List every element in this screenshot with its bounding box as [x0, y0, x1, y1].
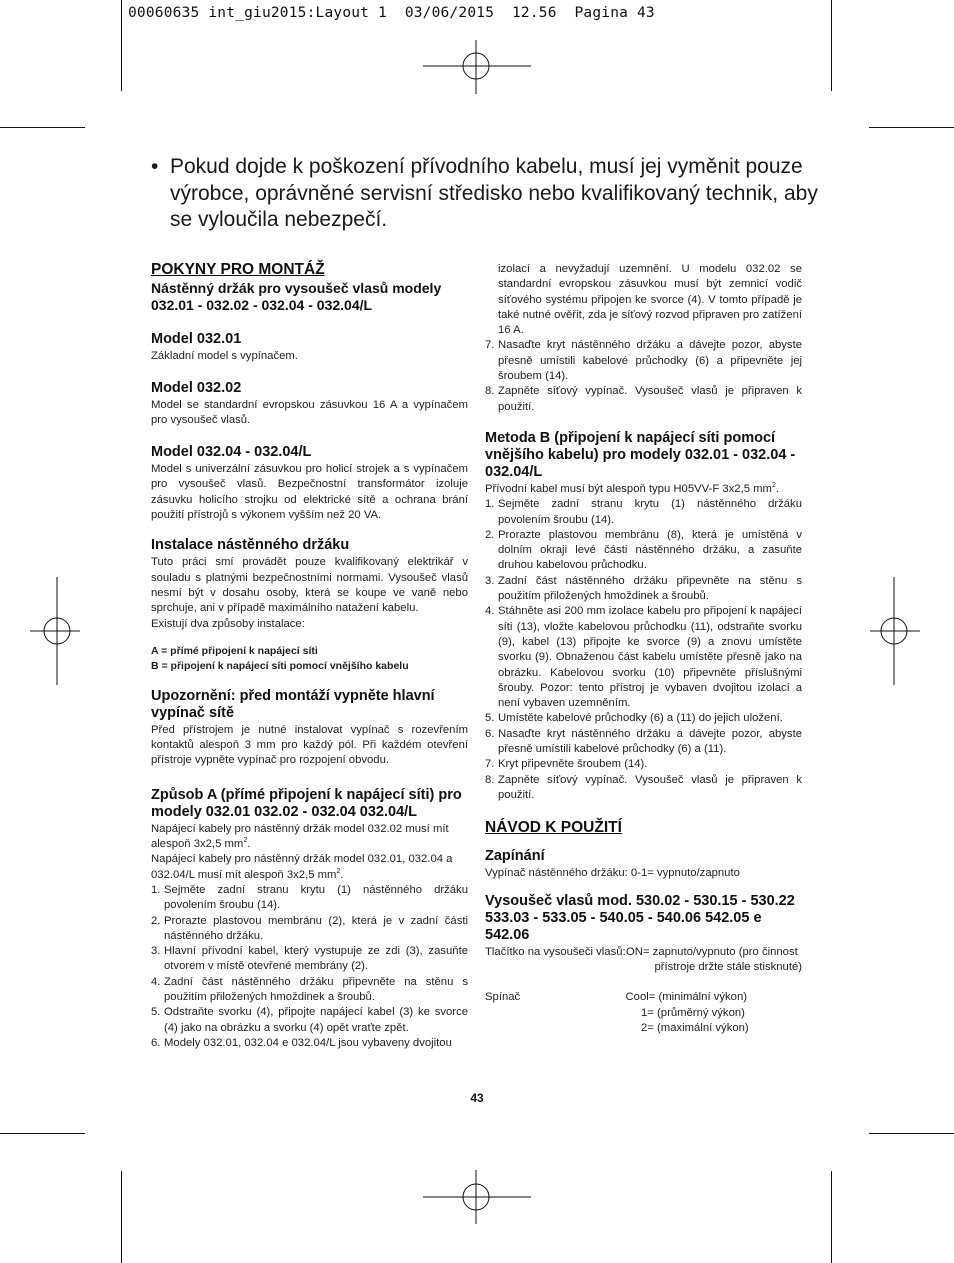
step-text: Hlavní přívodní kabel, který vystupuje ze zdi (3), zasuňte otvorem v místě otevřené membrány (2). [164, 945, 468, 973]
crop-mark [0, 127, 85, 128]
step-item [151, 914, 468, 945]
switch-label: Spínač [485, 991, 521, 1004]
model-032-02-text: Model se standardní evropskou zásuvkou 16 A a vypínačem pro vysoušeč vlasů. [151, 398, 468, 426]
crop-mark [831, 0, 832, 91]
installation-title: Instalace nástěnného držáku [151, 537, 350, 554]
step-item [485, 711, 802, 726]
step-number: 1. [485, 498, 495, 511]
step-text: Nasaďte kryt nástěnného držáku a dávejte pozor, abyste přesně umístili kabelové průchodky (6) a (11). [498, 727, 802, 756]
step-number: 3. [485, 574, 495, 587]
button-value: ON= zapnuto/vypnuto (pro činnost [626, 945, 798, 958]
step-text: Zadní část nástěnného držáku připevněte na stěnu s použitím přiložených hmoždinek a šroubů. [164, 975, 468, 1004]
step-text: Nasaďte kryt nástěnného držáku a dávejte pozor, abyste přesně umístili kabelové průchodky (6) a připevněte jej šroubem (14). [498, 339, 802, 383]
print-slug-header: 00060635 int_giu2015:Layout 1 03/06/2015 12.56 Pagina 43 [128, 5, 655, 21]
section-subtitle: Nástěnný držák pro vysoušeč vlasů modely 032.01 - 032.02 - 032.04 - 032.04/L [151, 280, 442, 314]
step-number: 4. [485, 605, 495, 618]
step-item [485, 757, 802, 772]
step-item [485, 497, 802, 528]
step-text: Kryt připevněte šroubem (14). [498, 758, 648, 771]
method-a-continued-text: izolací a nevyžadují uzemnění. U modelu 032.02 se standardní evropskou zásuvkou musí být zemnicí vodič síťového systému připojen ke svorce (4). V tomto případě je také nutné ověřit, zda je síťový rozvod připraven pro zatížení 16 A. [498, 263, 802, 337]
button-row [485, 945, 802, 960]
model-032-04-text: Model s univerzální zásuvkou pro holicí strojek a s vypínačem pro vysoušeč vlasů. Bezpečnostní transformátor izoluje zásuvku holicího strojku od elektrické sítě a ochrana brání použití přístrojů s výkonem vyšším než 20 VA. [151, 463, 468, 522]
step-item [151, 1005, 468, 1036]
step-item [485, 574, 802, 605]
installation-options-intro: Existují dva způsoby instalace: [151, 617, 305, 630]
step-item [485, 727, 802, 758]
step-text: Zapněte síťový vypínač. Vysoušeč vlasů je připraven k použití. [498, 773, 802, 801]
option-a: A = přímé připojení k napájecí síti [151, 644, 318, 657]
step-item [485, 604, 802, 711]
warning-text: Před přístrojem je nutné instalovat vypínač s rozevřením kontaktů alespoň 3 mm pro každý pól. Při každém otevření přístroje vypněte vypínač pro rozpojení obvodu. [151, 723, 468, 767]
step-text: Zadní část nástěnného držáku připevněte na stěnu s použitím přiložených hmoždinek a šroubů. [498, 574, 802, 603]
crop-mark [121, 0, 122, 91]
intro-warning [151, 154, 831, 234]
model-032-02-title: Model 032.02 [151, 379, 242, 396]
option-b: B = připojení k napájecí síti pomocí vnějšího kabelu [151, 659, 409, 672]
right-column [485, 262, 802, 1036]
switch-value-cool: Cool= (minimální výkon) [625, 991, 747, 1004]
step-text: Prorazte plastovou membránu (2), která je v zadní části nástěnného držáku. [164, 914, 468, 942]
step-number: 6. [485, 727, 495, 740]
step-number: 8. [485, 385, 495, 398]
method-a-steps-continued [485, 338, 802, 414]
left-column [151, 262, 468, 1051]
crop-mark [869, 127, 954, 128]
method-b-title: Metoda B (připojení k napájecí síti pomocí vnějšího kabelu) pro modely 032.01 - 032.04 - 032.04/L [485, 429, 796, 480]
step-text: Stáhněte asi 200 mm izolace kabelu pro připojení k napájecí síti (13), vložte kabelovou průchodku (11), odstraňte svorku (9), kabel (13) připojte ke svorce (9) a znovu umístěte svorku (9). Obnaženou část kabelu umístěte přesně jako na obrázku. Kabelovou svorku (10) připevněte příslušnými šrouby. Pozor: tento přístroj je vybaven dvojitou izolací a není vybaven uzemněním. [498, 605, 802, 710]
step-text: Sejměte zadní stranu krytu (1) nástěnného držáku povolením šroubu (14). [164, 883, 468, 912]
step-item [151, 944, 468, 975]
step-number: 5. [151, 1006, 161, 1019]
step-text: Prorazte plastovou membránu (8), která je umístěná v dolním okraji levé části nástěnného držáku, a zasuňte druhou kabelovou průchodku. [498, 528, 802, 572]
switch-row [485, 990, 802, 1005]
step-number: 3. [151, 945, 161, 958]
step-item [485, 384, 802, 415]
registration-mark-icon [423, 1170, 531, 1224]
switch-value-2: 2= (maximální výkon) [641, 1021, 749, 1034]
installation-text: Tuto práci smí provádět pouze kvalifikovaný elektrikář v souladu s platnými bezpečnostními normami. Vysoušeč vlasů nesmí být v dosahu osoby, která se koupe ve vaně nebo sprchuje, ani v případě maximálního natažení kabelu. [151, 556, 468, 615]
crop-mark [121, 1171, 122, 1263]
model-032-01-text: Základní model s vypínačem. [151, 350, 298, 363]
crop-mark [869, 1133, 954, 1134]
bullet-icon: • [151, 155, 159, 178]
step-text: Odstraňte svorku (4), připojte napájecí kabel (3) ke svorce (4) jako na obrázku a svorku (4) opět vraťte zpět. [164, 1006, 468, 1034]
step-text: Sejměte zadní stranu krytu (1) nástěnného držáku povolením šroubu (14). [498, 498, 802, 526]
dryer-models-title: Vysoušeč vlasů mod. 530.02 - 530.15 - 530.22 533.03 - 533.05 - 540.05 - 540.06 542.05 e 542.06 [485, 892, 795, 943]
switch-on-text: Vypínač nástěnného držáku: 0-1= vypnuto/zapnuto [485, 866, 740, 879]
step-text: Zapněte síťový vypínač. Vysoušeč vlasů je připraven k použití. [498, 385, 802, 413]
step-item [485, 773, 802, 804]
method-a-cable-2: Napájecí kabely pro nástěnný držák model 032.01, 032.04 a 032.04/L musí mít alespoň 3x2,5 $mm^2$. [151, 853, 453, 881]
method-b-steps [485, 497, 802, 803]
step-number: 6. [151, 1036, 161, 1049]
switch-value-1: 1= (průměrný výkon) [641, 1006, 745, 1019]
step-text: Umístěte kabelové průchodky (6) a (11) do jejich uložení. [498, 712, 783, 725]
model-032-01-title: Model 032.01 [151, 331, 242, 348]
intro-text: Pokud dojde k poškození přívodního kabelu, musí jej vyměnit pouze výrobce, oprávněné servisní středisko nebo kvalifikovaný technik, aby se vyloučila nebezpečí. [170, 155, 818, 231]
crop-mark [831, 1171, 832, 1263]
warning-title: Upozornění: před montáží vypněte hlavní vypínač sítě [151, 687, 435, 721]
button-label: Tlačítko na vysoušeči vlasů: [485, 945, 626, 958]
step-item [485, 338, 802, 384]
registration-mark-icon [870, 577, 920, 685]
crop-mark [0, 1133, 85, 1134]
step-number: 1. [151, 883, 161, 896]
step-number: 7. [485, 339, 495, 352]
step-text: Modely 032.01, 032.04 e 032.04/L jsou vybaveny dvojitou [164, 1036, 452, 1049]
method-a-steps [151, 883, 468, 1051]
step-number: 2. [485, 528, 495, 541]
registration-mark-icon [30, 577, 80, 685]
step-item [151, 975, 468, 1006]
method-a-title: Způsob A (přímé připojení k napájecí síti) pro modely 032.01 032.02 - 032.04 032.04/L [151, 786, 462, 820]
step-number: 2. [151, 914, 161, 927]
switch-on-title: Zapínání [485, 847, 545, 864]
registration-mark-icon [423, 40, 531, 94]
method-a-cable-1: Napájecí kabely pro nástěnný držák model 032.02 musí mít alespoň 3x2,5 $mm^2$. [151, 822, 449, 851]
page-number: 43 [470, 1091, 484, 1105]
step-number: 8. [485, 773, 495, 786]
section-title-use: NÁVOD K POUŽITÍ [485, 819, 622, 837]
method-b-cable: Přívodní kabel musí být alespoň typu H05VV-F 3x2,5 $mm^2$. [485, 482, 779, 495]
step-number: 7. [485, 758, 495, 771]
step-number: 4. [151, 975, 161, 988]
model-032-04-title: Model 032.04 - 032.04/L [151, 444, 312, 461]
section-title-montaz: POKYNY PRO MONTÁŽ [151, 261, 325, 278]
step-item [151, 883, 468, 914]
step-item [151, 1036, 468, 1051]
step-number: 5. [485, 712, 495, 725]
step-item [485, 528, 802, 574]
button-value-cont: přístroje držte stále stisknuté) [654, 961, 802, 974]
